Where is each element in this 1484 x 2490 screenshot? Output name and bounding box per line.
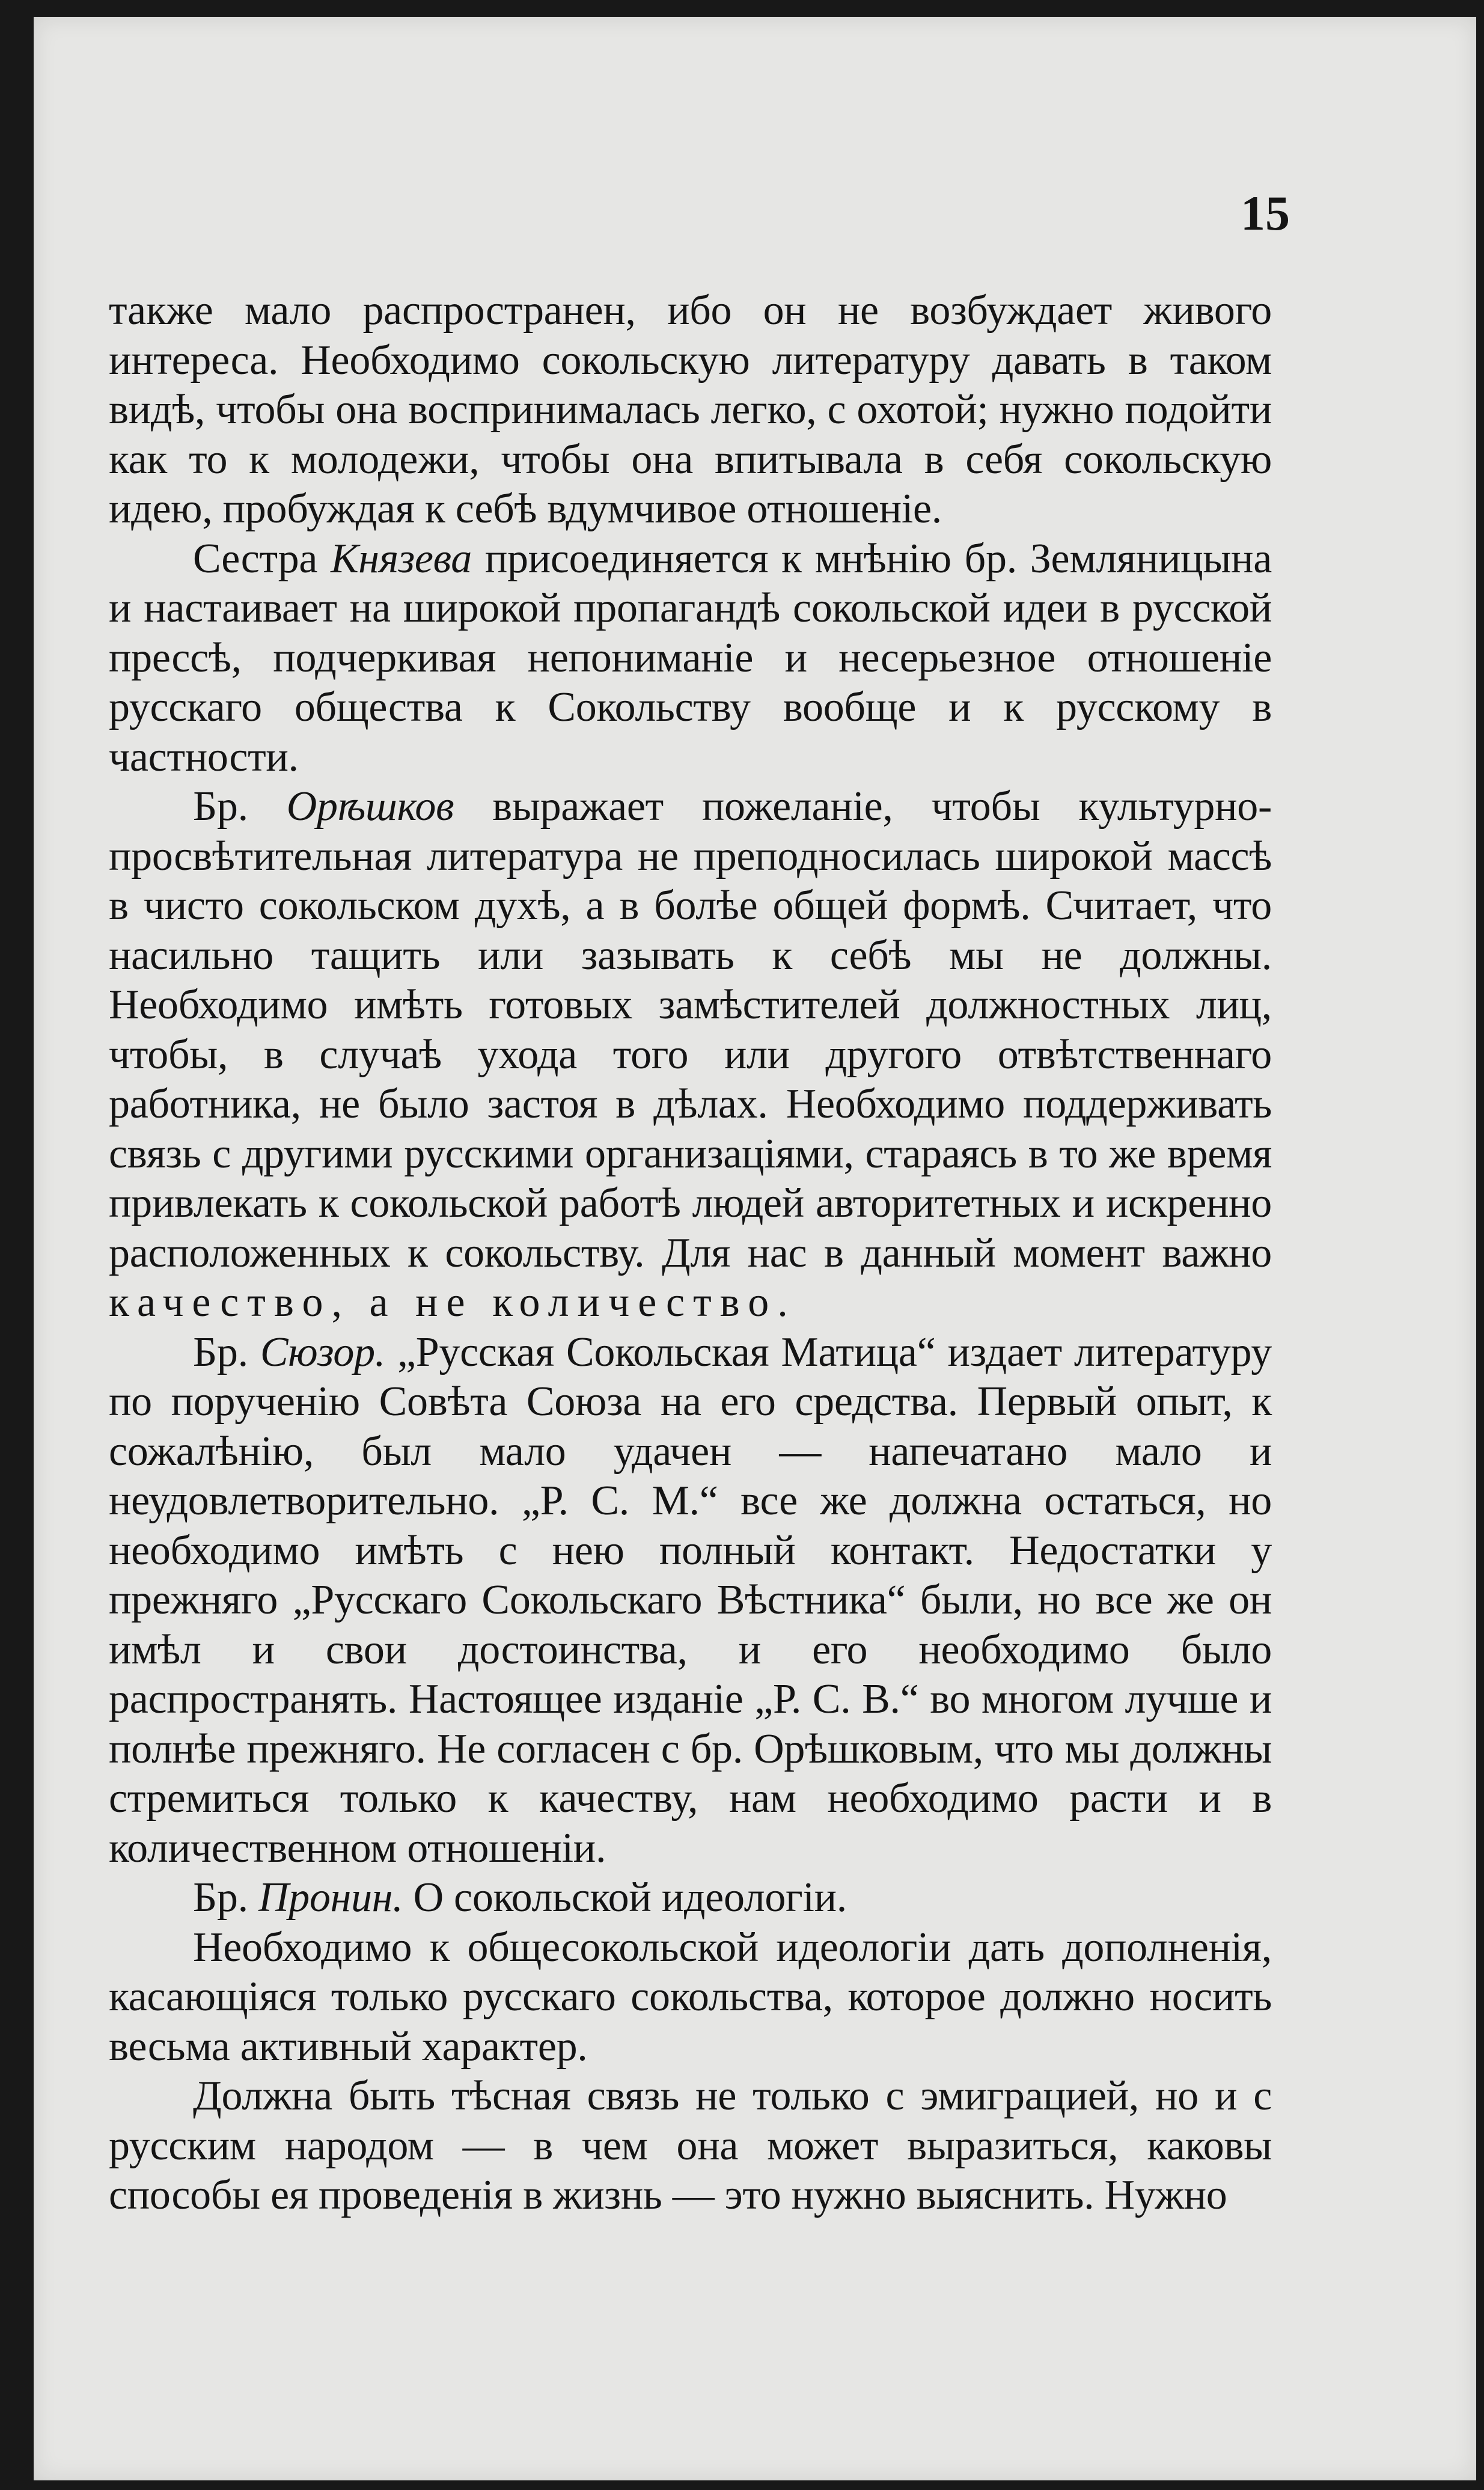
- text-run: Бр.: [193, 1874, 258, 1921]
- speaker-name: Князева: [331, 535, 472, 582]
- paragraph: [109, 2072, 1272, 2221]
- text-run: Бр.: [193, 783, 287, 830]
- text-run: Бр.: [193, 1329, 260, 1375]
- text-run: Необходимо к общесокольской идеологіи дать дополненія, касающіяся только русскаго сокольства, которое должно носить весьма активный характер.: [109, 1924, 1272, 2070]
- paragraph: [109, 1328, 1272, 1874]
- text-run: Должна быть тѣсная связь не только с эмиграцией, но и с русским народом — в чем она может выразиться, каковы способы ея проведенія в жизнь — это нужно выяснить. Нужно: [109, 2073, 1272, 2218]
- emphasized-text: качество, а не количество.: [109, 1279, 796, 1326]
- text-run: О сокольской идеологіи.: [403, 1874, 847, 1921]
- paragraph: [109, 1873, 1272, 1923]
- book-page: [34, 17, 1476, 2480]
- text-run: Сестра: [193, 535, 331, 582]
- speaker-name: Сюзор.: [260, 1329, 385, 1375]
- text-run: также мало распространен, ибо он не возбуждает живого интереса. Необходимо сокольскую литературу давать в таком видѣ, чтобы она воспринималась легко, с охотой; нужно подойти как то к молодежи, чтобы она впитывала в себя сокольскую идею, пробуждая к себѣ вдумчивое отношеніе.: [109, 287, 1272, 532]
- page-body-text: [109, 286, 1272, 2221]
- paragraph: [109, 286, 1272, 534]
- speaker-name: Орѣшков: [286, 783, 454, 830]
- text-run: „Русская Сокольская Матица“ издает литературу по порученію Совѣта Союза на его средства. Первый опыт, к сожалѣнію, был мало удачен — напечатано мало и неудовлетворительно. „Р. С. М.“ все же должна остаться, но необходимо имѣть с нею полный контакт. Недостатки у прежняго „Русскаго Сокольскаго Вѣстника“ были, но все же он имѣл и свои достоинства, и его необходимо было распространять. Настоящее изданіе „Р. С. В.“ во многом лучше и полнѣе прежняго. Не согласен с бр. Орѣшковым, что мы должны стремиться только к качеству, нам необходимо расти и в количественном отношеніи.: [109, 1329, 1272, 1871]
- text-run: выражает пожеланіе, чтобы культурно-просвѣтительная литература не преподносилась широкой массѣ в чисто сокольском духѣ, а в болѣе общей формѣ. Считает, что насильно тащить или зазывать к себѣ мы не должны. Необходимо имѣть готовых замѣстителей должностных лиц, чтобы, в случаѣ ухода того или другого отвѣтственнаго работника, не было застоя в дѣлах. Необходимо поддерживать связь с другими русскими организаціями, стараясь в то же время привлекать к сокольской работѣ людей авторитетных и искренно расположенных к сокольству. Для нас в данный момент важно: [109, 783, 1272, 1276]
- speaker-name: Пронин.: [258, 1874, 403, 1921]
- page-number: 15: [1241, 186, 1290, 240]
- paragraph: [109, 1923, 1272, 2072]
- text-run: присоединяется к мнѣнію бр. Земляницына и настаивает на широкой пропагандѣ сокольской идеи в русской прессѣ, подчеркивая непониманіе и несерьезное отношеніе русскаго общества к Сокольству вообще и к русскому в частности.: [109, 535, 1272, 780]
- paragraph: [109, 534, 1272, 783]
- paragraph: [109, 782, 1272, 1328]
